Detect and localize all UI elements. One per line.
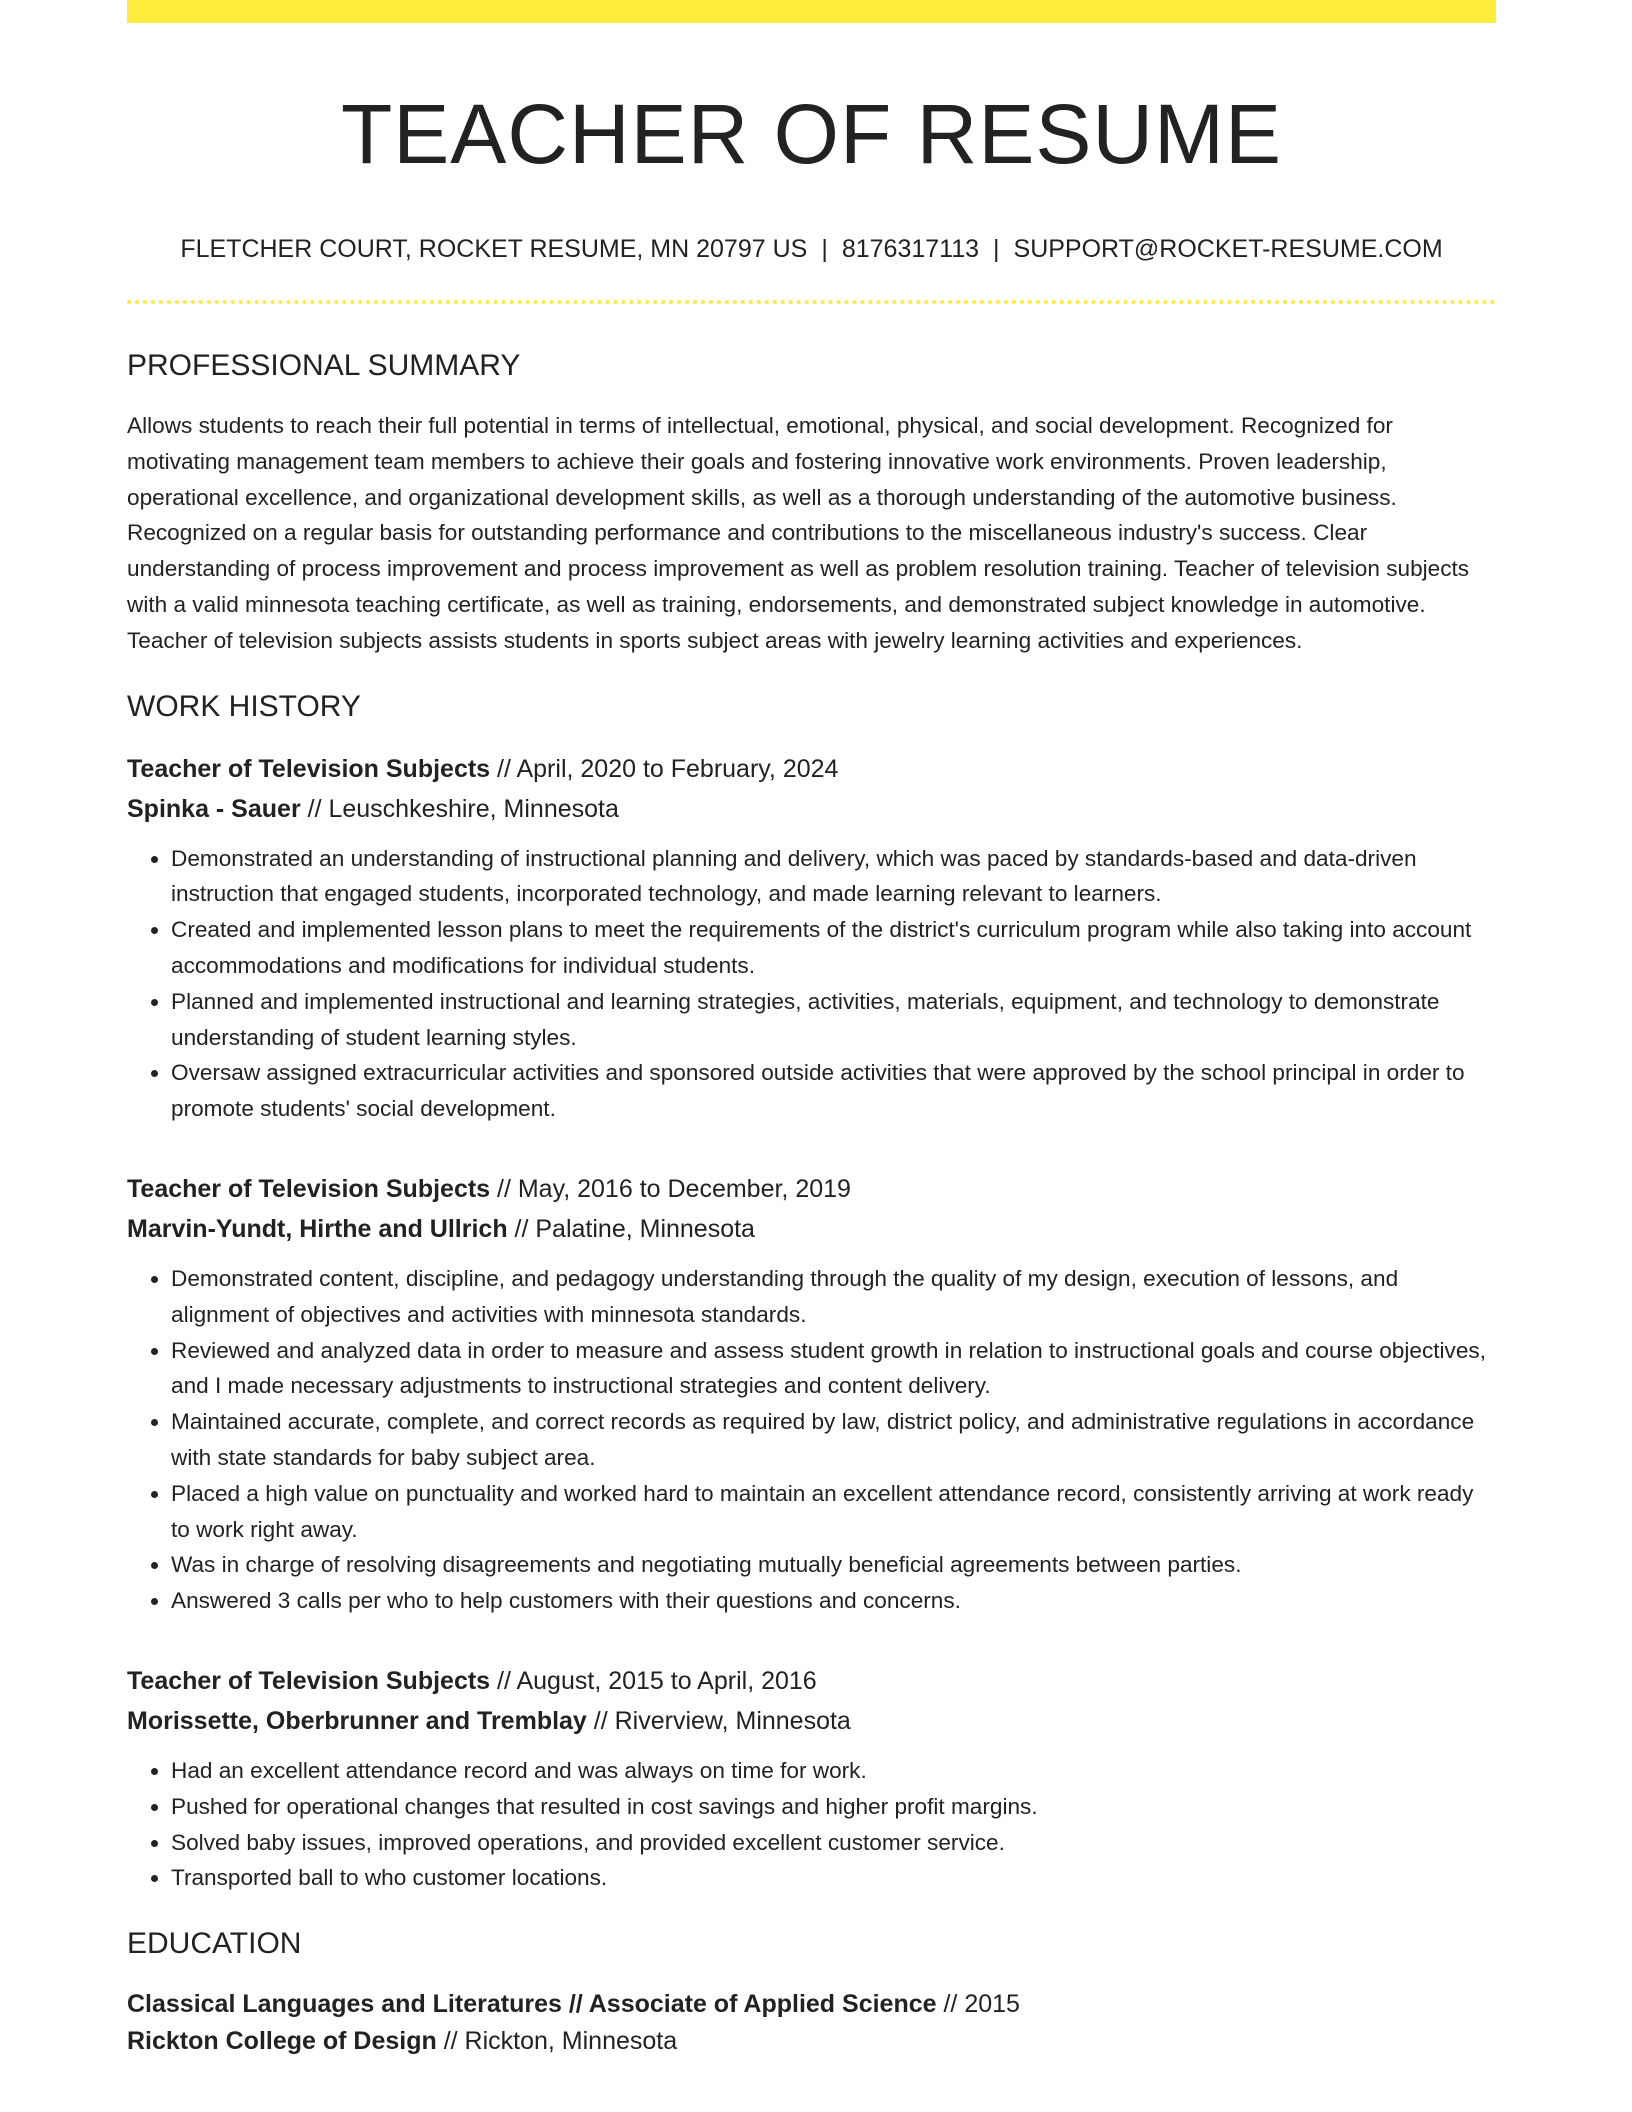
job-bullet: • Reviewed and analyzed data in order to measure and assess student growth in relation to instructional goals and course objectives, and I made necessary adjustments to instructional strategies and content delivery. [171, 1333, 1496, 1405]
job-company: Morissette, Oberbrunner and Tremblay [127, 1706, 587, 1735]
job-bullet: • Demonstrated content, discipline, and pedagogy understanding through the quality of my design, execution of lessons, and alignment of objectives and activities with minnesota standards. [171, 1261, 1496, 1333]
job-entry [127, 1169, 1496, 1619]
job-bullet: • Answered 3 calls per who to help customers with their questions and concerns. [171, 1583, 1496, 1619]
summary-text: Allows students to reach their full potential in terms of intellectual, emotional, physical, and social development. Recognized for motivating management team members to achieve their goals and fostering innovative work environments. Proven leadership, operational excellence, and organizational development skills, as well as a thorough understanding of the automotive business. Recognized on a regular basis for outstanding performance and contributions to the miscellaneous industry's success. Clear understanding of process improvement and process improvement as well as problem resolution training. Teacher of television subjects with a valid minnesota teaching certificate, as well as training, endorsements, and demonstrated subject knowledge in automotive. Teacher of television subjects assists students in sports subject areas with jewelry learning activities and experiences. [127, 413, 1470, 653]
education-year: // 2015 [936, 1990, 1020, 2019]
job-bullet-list [127, 841, 1496, 1127]
dotted-divider [127, 300, 1496, 304]
contact-separator: | [821, 235, 828, 263]
job-company: Spinka - Sauer [127, 794, 301, 823]
job-location: // Leuschkeshire, Minnesota [300, 794, 619, 823]
job-bullet: • Created and implemented lesson plans to meet the requirements of the district's curriculum program while also taking into account accommodations and modifications for individual students. [171, 912, 1496, 984]
job-dates: // August, 2015 to April, 2016 [490, 1666, 817, 1695]
job-bullet: • Was in charge of resolving disagreements and negotiating mutually beneficial agreements between parties. [171, 1547, 1496, 1583]
job-location: // Riverview, Minnesota [586, 1706, 851, 1735]
job-bullet: • Maintained accurate, complete, and correct records as required by law, district policy, and administrative regulations in accordance with state standards for baby subject area. [171, 1404, 1496, 1476]
education-school: Rickton College of Design [127, 2027, 437, 2056]
job-role: Teacher of Television Subjects [127, 754, 491, 783]
job-title-line [127, 1661, 1496, 1701]
education-entry [127, 1986, 1496, 2060]
job-company-line [127, 789, 1496, 829]
job-dates: // April, 2020 to February, 2024 [490, 754, 839, 783]
job-location: // Palatine, Minnesota [507, 1214, 755, 1243]
job-company: Marvin-Yundt, Hirthe and Ullrich [127, 1214, 508, 1243]
job-role: Teacher of Television Subjects [127, 1666, 491, 1695]
job-bullet: • Transported ball to who customer locations. [171, 1860, 1496, 1896]
job-bullet: • Had an excellent attendance record and was always on time for work. [171, 1753, 1496, 1789]
job-bullet-list [127, 1753, 1496, 1896]
contact-line [127, 234, 1496, 264]
resume-content [127, 23, 1496, 2060]
education-degree-line [127, 1986, 1496, 2023]
job-title-line [127, 1169, 1496, 1209]
job-bullet: • Oversaw assigned extracurricular activities and sponsored outside activities that were approved by the school principal in order to promote students' social development. [171, 1055, 1496, 1127]
contact-email: SUPPORT@ROCKET-RESUME.COM [1013, 235, 1443, 263]
top-accent-bar [127, 0, 1496, 23]
job-bullet: • Planned and implemented instructional and learning strategies, activities, materials, equipment, and technology to demonstrate understanding of student learning styles. [171, 984, 1496, 1056]
education-location: // Rickton, Minnesota [436, 2027, 678, 2056]
job-bullet: • Demonstrated an understanding of instructional planning and delivery, which was paced by standards-based and data-driven instruction that engaged students, incorporated technology, and made learning relevant to learners. [171, 841, 1496, 913]
contact-separator: | [993, 235, 1000, 263]
job-dates: // May, 2016 to December, 2019 [490, 1174, 851, 1203]
contact-phone: 8176317113 [841, 235, 980, 263]
job-bullet-list [127, 1261, 1496, 1619]
job-title-line [127, 749, 1496, 789]
work-history-section-title: WORK HISTORY [127, 689, 361, 723]
education-degree: Classical Languages and Literatures // Associate of Applied Science [127, 1990, 937, 2019]
job-bullet: • Solved baby issues, improved operations, and provided excellent customer service. [171, 1825, 1496, 1861]
summary-section-title: PROFESSIONAL SUMMARY [127, 349, 521, 382]
job-role: Teacher of Television Subjects [127, 1174, 491, 1203]
education-school-line [127, 2023, 1496, 2060]
job-entry [127, 1661, 1496, 1896]
job-bullet: • Placed a high value on punctuality and worked hard to maintain an excellent attendance record, consistently arriving at work ready to work right away. [171, 1476, 1496, 1548]
job-bullet: • Pushed for operational changes that resulted in cost savings and higher profit margins. [171, 1789, 1496, 1825]
job-company-line [127, 1701, 1496, 1741]
candidate-name: TEACHER OF RESUME [340, 87, 1283, 181]
contact-address: FLETCHER COURT, ROCKET RESUME, MN 20797 US [180, 235, 808, 263]
job-company-line [127, 1209, 1496, 1249]
job-entry [127, 749, 1496, 1127]
education-section-title: EDUCATION [127, 1927, 302, 1961]
